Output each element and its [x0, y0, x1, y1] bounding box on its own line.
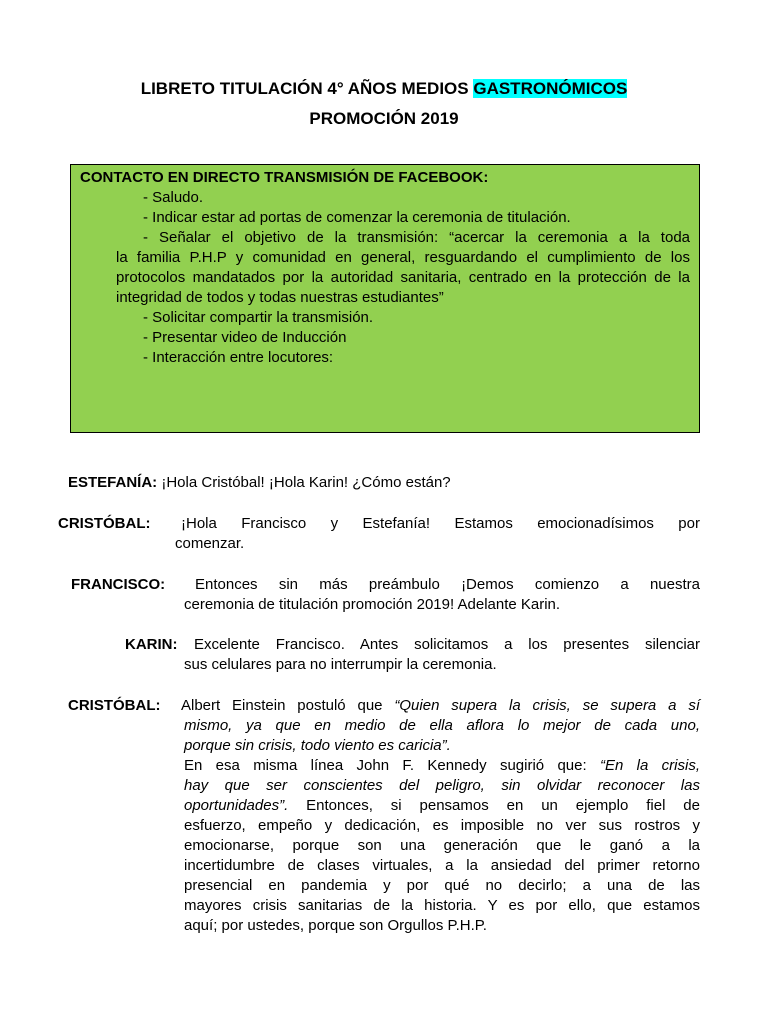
- paragraph-text: Entonces, si pensamos en un ejemplo fiel de: [288, 797, 700, 814]
- title-text: LIBRETO TITULACIÓN 4° AÑOS MEDIOS: [140, 79, 474, 98]
- speaker-name: ESTEFANÍA:: [68, 474, 158, 491]
- dialogue-text: [184, 776, 700, 796]
- speaker-name: KARIN:: [125, 636, 178, 653]
- dialogue-text: [184, 796, 700, 816]
- dialogue-text: emocionarse, porque son una generación que le ganó a la: [184, 837, 700, 854]
- box-item-greeting: - Saludo.: [143, 189, 204, 206]
- dialogue-text: sus celulares para no interrumpir la ceremonia.: [184, 656, 497, 673]
- box-item-interaction: - Interacción entre locutores:: [143, 349, 334, 366]
- box-item-announce: - Indicar estar ad portas de comenzar la ceremonia de titulación.: [143, 209, 571, 226]
- dialogue-text: presencial en pandemia y por qué no decirlo; a una de las: [184, 877, 700, 894]
- contact-box: [70, 164, 700, 433]
- quote-einstein: “Quien supera la crisis, se supera a sí: [394, 697, 701, 714]
- document-subtitle: PROMOCIÓN 2019: [309, 109, 459, 128]
- dialogue-text: Entonces sin más preámbulo ¡Demos comienzo a nuestra: [195, 576, 700, 593]
- quote-intro: Albert Einstein postuló que: [181, 697, 395, 714]
- box-heading: CONTACTO EN DIRECTO TRANSMISIÓN DE FACEBOOK:: [80, 169, 489, 186]
- paragraph-text: En esa misma línea John F. Kennedy sugirió que:: [184, 757, 600, 774]
- dialogue-text: [184, 716, 700, 736]
- dialogue-estefania: [68, 473, 451, 493]
- dialogue-text: comenzar.: [175, 535, 245, 552]
- speaker-name: CRISTÓBAL:: [58, 515, 151, 532]
- dialogue-text: esfuerzo, empeño y dedicación, es imposible no ver sus rostros y: [184, 817, 700, 834]
- dialogue-text: aquí; por ustedes, porque son Orgullos P.H.P.: [184, 917, 487, 934]
- dialogue-text: [184, 736, 451, 756]
- dialogue-text: ceremonia de titulación promoción 2019! Adelante Karin.: [184, 596, 561, 613]
- dialogue-text: [184, 756, 700, 776]
- quote-einstein: porque sin crisis, todo viento es caricia”.: [184, 737, 451, 754]
- document-title: [0, 79, 768, 99]
- box-item-objective-rest: la familia P.H.P y comunidad en general, resguardando el cumplimiento de los protocolos mandatados por la autoridad sanitaria, centrado en la protección de la integridad de todos y todas nuestras estudiantes”: [116, 249, 690, 306]
- dialogue-text: mayores crisis sanitarias de la historia. Y es por ello, que estamos: [184, 897, 700, 914]
- speaker-name: FRANCISCO:: [71, 576, 166, 593]
- title-highlight: GASTRONÓMICOS: [473, 79, 628, 98]
- box-item-objective-first: - Señalar el objetivo de la transmisión: “acercar la ceremonia a la toda: [143, 229, 690, 246]
- quote-kennedy: hay que ser conscientes del peligro, sin olvidar reconocer las: [184, 777, 700, 794]
- quote-einstein: mismo, ya que en medio de ella aflora lo mejor de cada uno,: [184, 717, 700, 734]
- box-item-video: - Presentar video de Inducción: [143, 329, 347, 346]
- dialogue-text: [181, 696, 700, 716]
- dialogue-text: ¡Hola Francisco y Estefanía! Estamos emocionadísimos por: [181, 515, 700, 532]
- speaker-name: CRISTÓBAL:: [68, 697, 161, 714]
- dialogue-text: Excelente Francisco. Antes solicitamos a los presentes silenciar: [194, 636, 700, 653]
- dialogue-text: incertidumbre de clases virtuales, a la ansiedad del primer retorno: [184, 857, 700, 874]
- box-item-share: - Solicitar compartir la transmisión.: [143, 309, 374, 326]
- quote-kennedy: oportunidades”.: [184, 797, 289, 814]
- quote-kennedy: “En la crisis,: [599, 757, 700, 774]
- dialogue-text: ¡Hola Cristóbal! ¡Hola Karin! ¿Cómo están?: [161, 474, 451, 491]
